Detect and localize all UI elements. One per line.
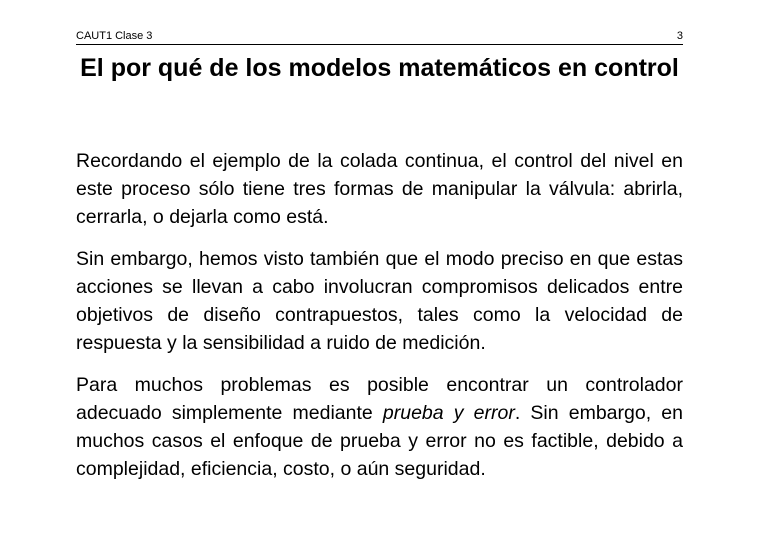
paragraph-2: Sin embargo, hemos visto también que el modo preciso en que estas acciones se llevan a cabo involucran compromisos delicados entre objetivos de diseño contrapuestos, tales como la velocidad de respuesta y la sensibilidad a ruido de medición. bbox=[76, 248, 683, 354]
header-course-label: CAUT1 Clase 3 bbox=[76, 30, 153, 42]
paragraph-3 bbox=[76, 371, 683, 483]
paragraph-3-start: Para muchos problemas es posible encontrar un controlador adecuado simplemente mediante bbox=[76, 374, 683, 424]
paragraph-3-end: . Sin embargo, en muchos casos el enfoque de prueba y error no es factible, debido a complejidad, eficiencia, costo, o aún seguridad. bbox=[76, 402, 683, 480]
page-header bbox=[76, 30, 683, 45]
slide-body bbox=[76, 147, 683, 497]
header-page-number: 3 bbox=[676, 30, 683, 42]
paragraph-1: Recordando el ejemplo de la colada continua, el control del nivel en este proceso sólo tiene tres formas de manipular la válvula: abrirla, cerrarla, o dejarla como está. bbox=[76, 150, 683, 228]
paragraph-3-emphasis: prueba y error bbox=[382, 402, 515, 424]
slide-title: El por qué de los modelos matemáticos en control bbox=[80, 54, 679, 82]
